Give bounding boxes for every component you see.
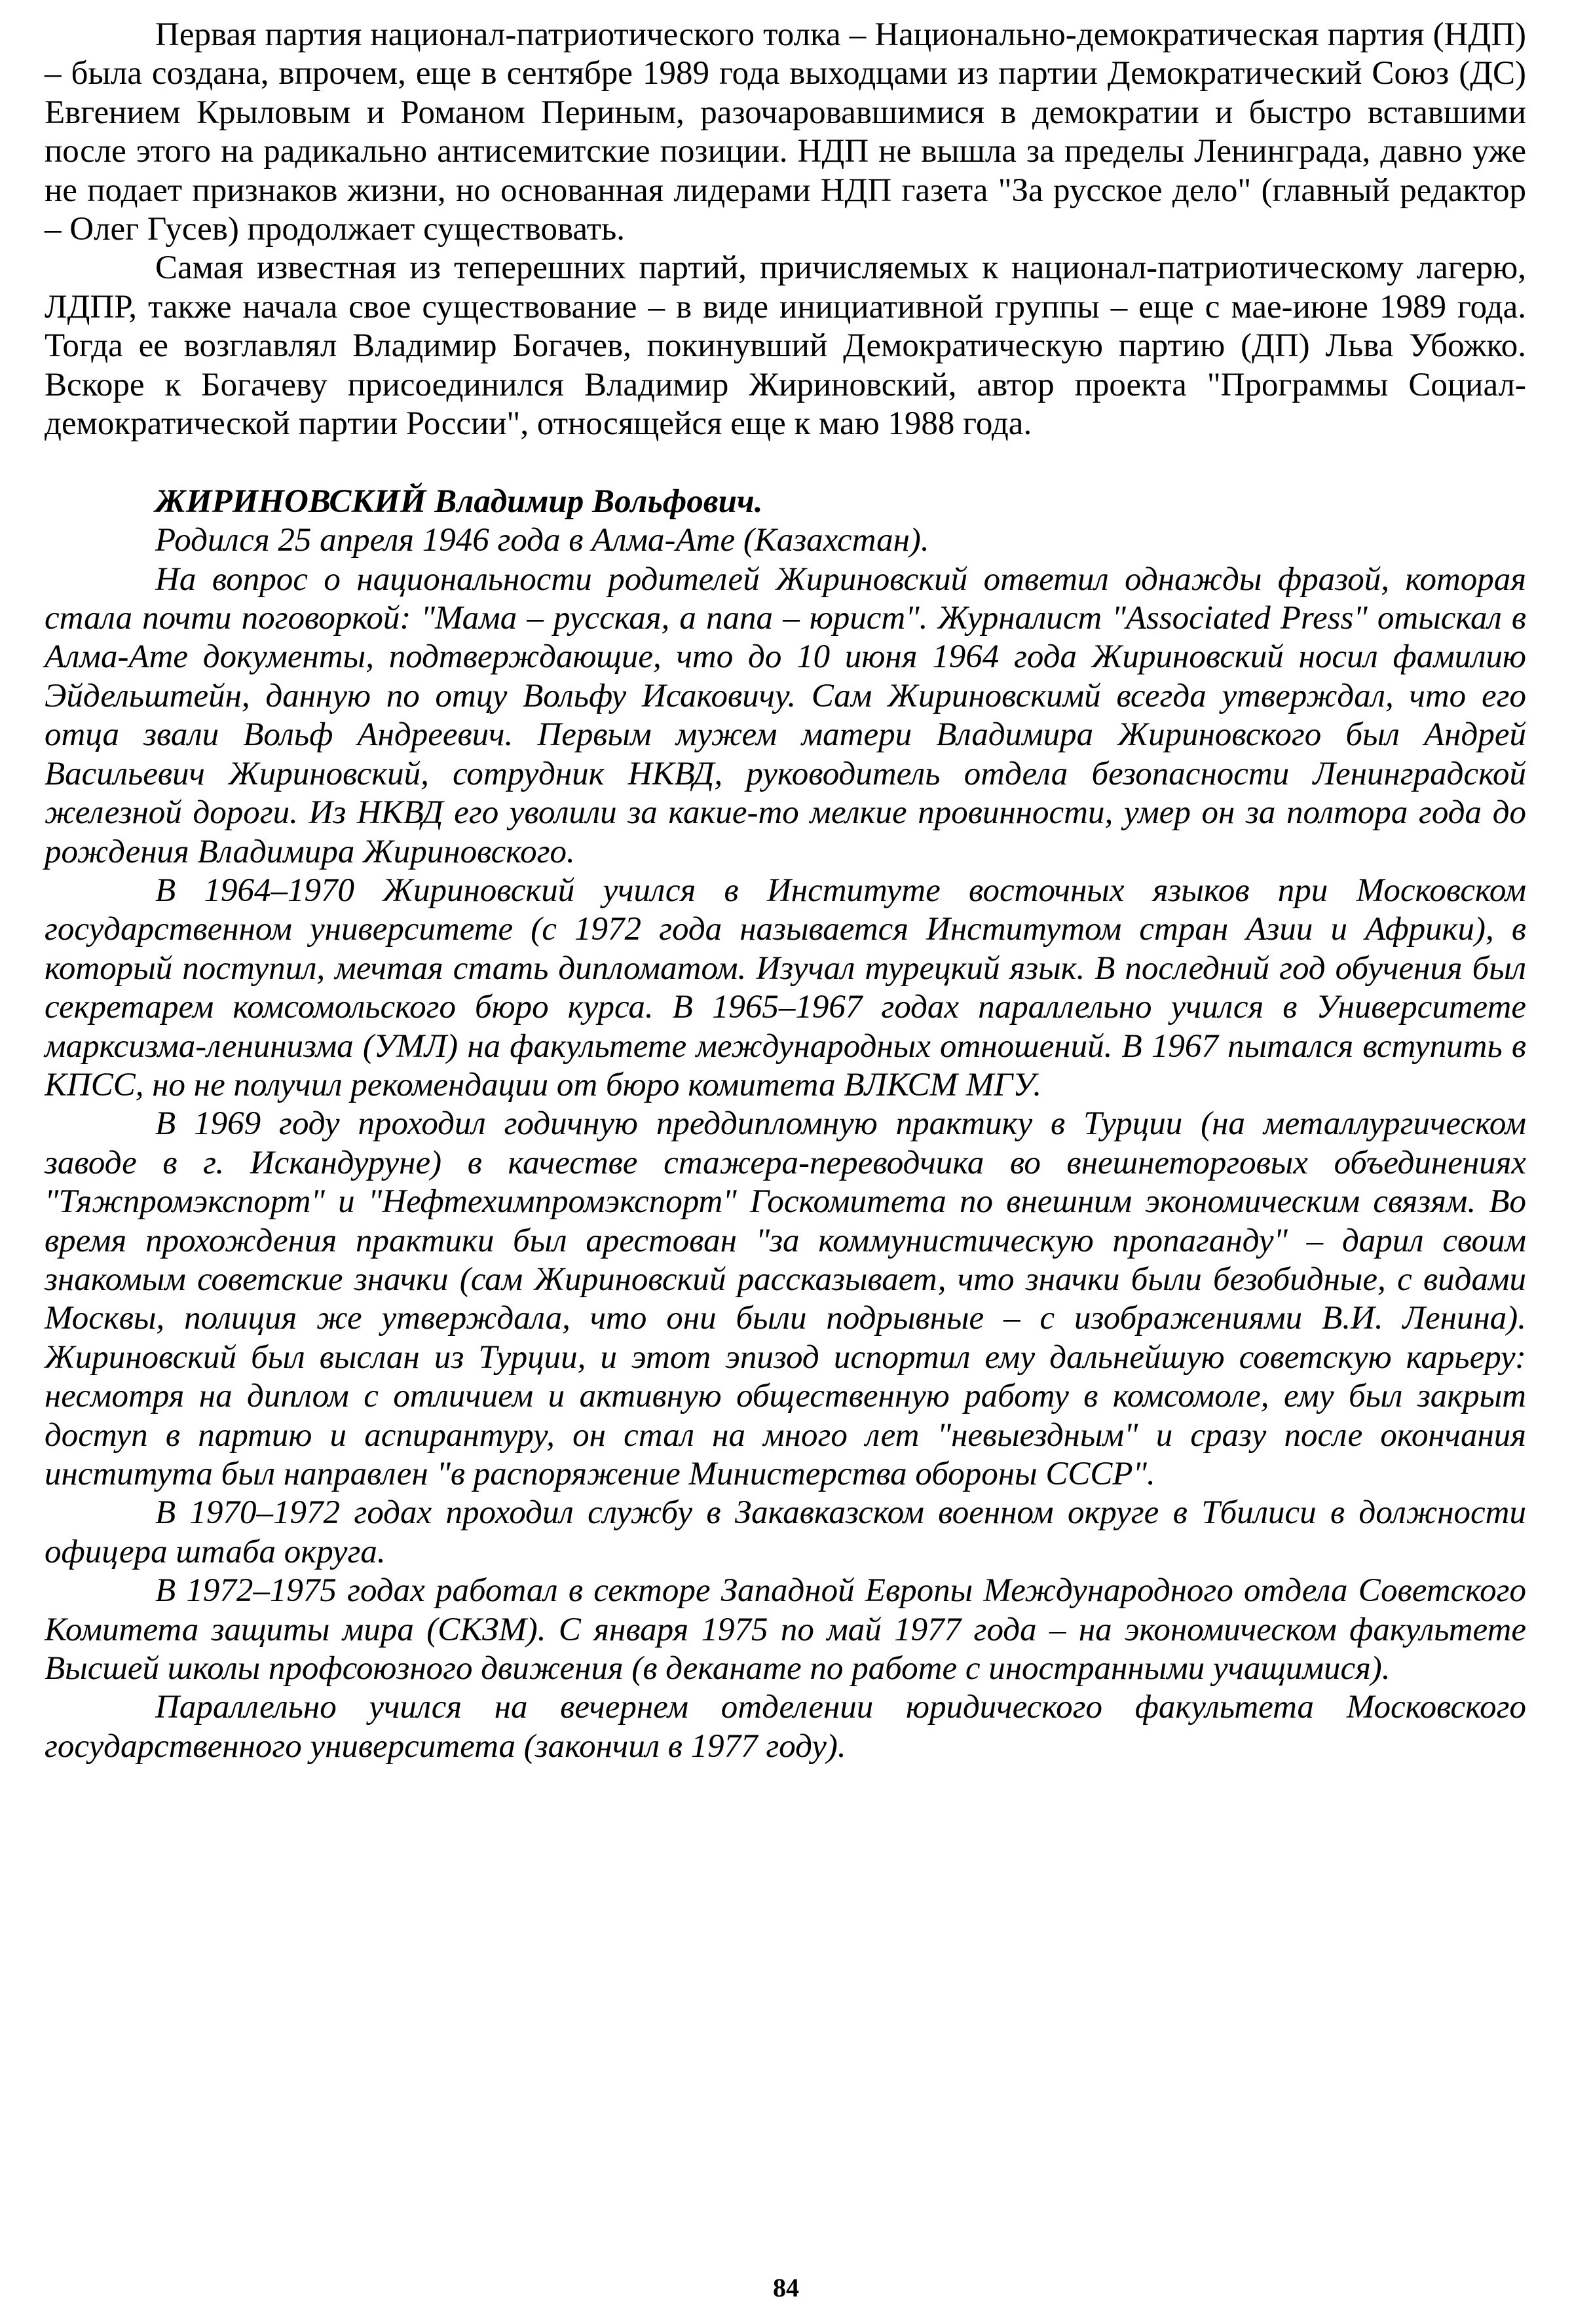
- biography-paragraph-law-faculty: Параллельно учился на вечернем отделении юридического факультета Московского государственного университета (закончил в 1977 году).: [45, 1689, 1526, 1765]
- page-number: 84: [773, 2273, 799, 2302]
- biography-birth: Родился 25 апреля 1946 года в Алма-Ате (Казахстан).: [155, 522, 929, 559]
- biography-given-names: Владимир Вольфович.: [434, 483, 763, 520]
- page-body: [45, 16, 1526, 1766]
- paragraph-ndp: Первая партия национал-патриотического толка – Национально-демократическая партия (НДП) – была создана, впрочем, еще в сентябре 1989 года выходцами из партии Демократический Союз (ДС) Евгением Крыловым и Романом Периным, разочаровавшимися в демократии и быстро вставшими после этого на радикально антисемитские позиции. НДП не вышла за пределы Ленинграда, давно уже не подает признаков жизни, но основанная лидерами НДП газета "За русское дело" (главный редактор – Олег Гусев) продолжает существовать.: [45, 16, 1526, 248]
- paragraph-ldpr: Самая известная из теперешних партий, причисляемых к национал-патриотическому лагерю, ЛДПР, также начала свое существование – в виде инициативной группы – еще с мае-июне 1989 года. Тогда ее возглавлял Владимир Богачев, покинувший Демократическую партию (ДП) Льва Убожко. Вскоре к Богачеву присоединился Владимир Жириновский, автор проекта "Программы Социал-демократической партии России", относящейся еще к маю 1988 года.: [45, 249, 1526, 443]
- biography-surname: ЖИРИНОВСКИЙ: [155, 483, 426, 520]
- biography-paragraph-education: В 1964–1970 Жириновский учился в Институте восточных языков при Московском государственном университете (с 1972 года называется Институтом стран Азии и Африки), в который поступил, мечтая стать дипломатом. Изучал турецкий язык. В последний год обучения был секретарем комсомольского бюро курса. В 1965–1967 годах параллельно учился в Университете марксизма-ленинизма (УМЛ) на факультете международных отношений. В 1967 пытался вступить в КПСС, но не получил рекомендации от бюро комитета ВЛКСМ МГУ.: [45, 872, 1526, 1103]
- biography-paragraph-turkey: В 1969 году проходил годичную преддипломную практику в Турции (на металлургическом заводе в г. Искандуруне) в качестве стажера-переводчика во внешнеторговых объединениях "Тяжпромэкспорт" и "Нефтехимпромэкспорт" Госкомитета по внешним экономическим связям. Во время прохождения практики был арестован "за коммунистическую пропаганду" – дарил своим знакомым советские значки (сам Жириновский рассказывает, что значки были безобидные, с видами Москвы, полиция же утверждала, что они были подрывные – с изображениями В.И. Ленина). Жириновский был выслан из Турции, и этот эпизод испортил ему дальнейшую советскую карьеру: несмотря на диплом с отличием и активную общественную работу в комсомоле, ему был закрыт доступ в партию и аспирантуру, он стал на много лет "невыездным" и сразу после окончания института был направлен "в распоряжение Министерства обороны СССР".: [45, 1105, 1526, 1493]
- blank-line: [45, 443, 1526, 482]
- biography-paragraph-origin: На вопрос о национальности родителей Жириновский ответил однажды фразой, которая стала почти поговоркой: "Мама – русская, а папа – юрист". Журналист "Associated Press" отыскал в Алма-Ате документы, подтверждающие, что до 10 июня 1964 года Жириновский носил фамилию Эйдельштейн, данную по отцу Вольфу Исаковичу. Сам Жириновскимй всегда утверждал, что его отца звали Вольф Андреевич. Первым мужем матери Владимира Жириновского был Андрей Васильевич Жириновский, сотрудник НКВД, руководитель отдела безопасности Ленинградской железной дороги. Из НКВД его уволили за какие-то мелкие провинности, умер он за полтора года до рождения Владимира Жириновского.: [45, 561, 1526, 870]
- biography-paragraph-military: В 1970–1972 годах проходил службу в Закавказском военном округе в Тбилиси в должности офицера штаба округа.: [45, 1494, 1526, 1570]
- biography-heading: [45, 483, 1526, 521]
- biography-paragraph-peace-committee: В 1972–1975 годах работал в секторе Западной Европы Международного отдела Советского Комитета защиты мира (СКЗМ). С января 1975 по май 1977 года – на экономическом факультете Высшей школы профсоюзного движения (в деканате по работе с иностранными учащимися).: [45, 1572, 1526, 1688]
